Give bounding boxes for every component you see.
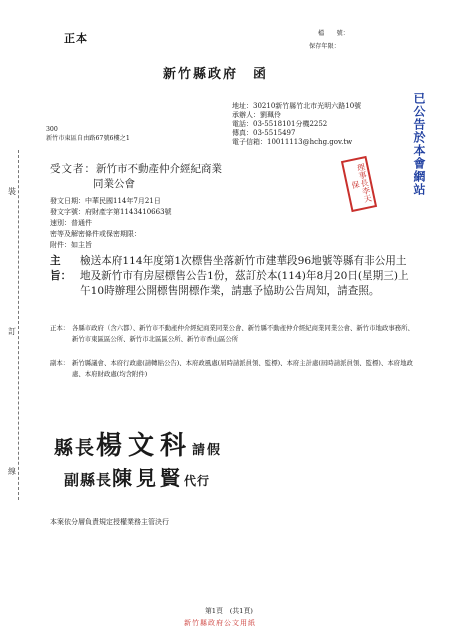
document-number: 發文字號：府財產字第1143410663號 [50,208,172,216]
addressee-block [50,162,222,192]
recipient-address: 新竹市東區自由路67號6樓之1 [46,135,130,142]
fax-number: 傳真：03-5515497 [232,129,296,138]
mayor-signature [54,425,222,462]
speed-class: 速別：普通件 [50,219,92,227]
email-address: 電子信箱：10011113@hchg.gov.tw [232,138,353,147]
subject-text: 檢送本府114年度第1次標售坐落新竹市建華段96地號等縣有非公用土地及新竹市有房屋標售公告1份，茲訂於本(114)年8月20日(星期三)上午10時辦理公開標售開標作業，請惠予協助公告周知，請查照。 [80,255,409,297]
addressee-org: 新竹市不動產仲介經紀商業 [96,163,222,175]
deputy-note: 代行 [184,474,211,488]
deputy-title: 副縣長 [64,471,113,489]
original-label: 正本： [50,324,70,332]
chairman-seal: 理事長李天保 [341,156,377,212]
document-title: 新竹縣政府 函 [163,67,269,82]
deputy-name: 陳見賢 [112,466,185,490]
subject-section [50,254,412,299]
copy-recipients [50,358,418,379]
attachment: 附件：如主旨 [50,241,92,249]
deputy-signature [64,462,210,491]
copy-label: 副本： [50,359,70,367]
official-paper-label: 新竹縣政府公文用紙 [184,619,256,627]
delegation-note: 本案依分層負責規定授權業務主管決行 [50,518,169,526]
copy-list: 新竹縣議會、本府行政處(請轉貼公告)、本府政風處(屆時請派員領、監標)、本府主計處(屆時請派員領、監標)、本府地政處、本府財政處(均含附件) [72,359,413,378]
original-list: 各縣市政府（含六都）、新竹市不動產仲介經紀商業同業公會、新竹縣不動產仲介經紀商業同業公會、新竹市地政事務所、新竹市東區區公所、新竹市北區區公所、新竹市香山區公所 [72,324,414,343]
subject-label: 主旨： [50,255,72,282]
binding-char-3: 線 [8,467,16,476]
issue-date: 發文日期：中華民國114年7月21日 [50,197,161,205]
addressee-org-cont: 同業公會 [93,178,135,190]
document-meta [50,196,172,251]
binding-char-2: 訂 [8,327,16,336]
mayor-note: 請假 [192,443,223,458]
phone-number: 電話：03-5518101分機2252 [232,120,328,129]
secrecy-level: 密等及解密條件或保密期限： [50,230,141,238]
addressee-label: 受文者： [50,163,96,175]
sender-address: 地址：30210新竹縣竹北市光明六路10號 [232,102,362,110]
publish-stamp: 已公告於本會網站 [412,92,426,196]
copy-type-label: 正本 [64,32,88,45]
binding-char-1: 裝 [8,187,16,196]
mayor-title: 縣長 [54,437,97,459]
retention-period-label: 保存年限： [309,43,340,50]
binding-line [18,150,19,500]
recipient-zip: 300 [46,126,58,133]
handler-name: 承辦人：劉珮伶 [232,111,281,120]
page-number: 第1頁 (共1頁) [205,607,253,615]
file-number-label: 檔 號： [318,30,349,37]
sender-contact-block [232,102,382,147]
mayor-name: 楊文科 [96,431,193,461]
original-recipients [50,323,418,344]
